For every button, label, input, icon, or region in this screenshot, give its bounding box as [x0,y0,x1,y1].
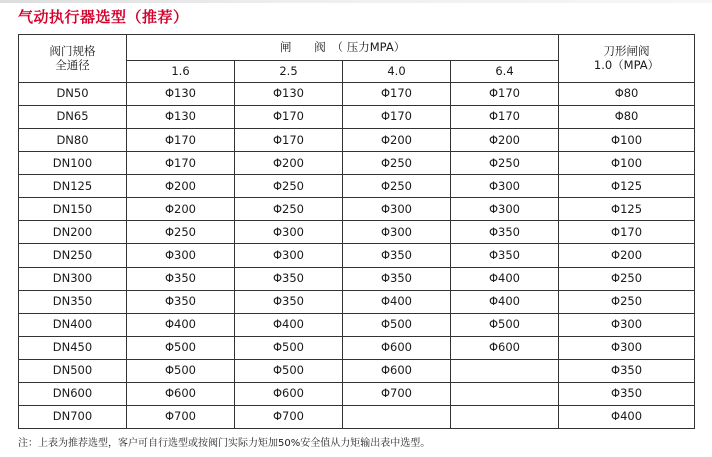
cell-gate-1-6: Φ350 [127,290,235,313]
cell-knife-1-0: Φ80 [559,83,695,106]
cell-gate-2-5: Φ170 [235,106,343,129]
cell-gate-1-6: Φ170 [127,129,235,152]
cell-valve-size: DN500 [19,359,127,382]
cell-gate-4-0: Φ600 [343,336,451,359]
table-row [19,267,695,290]
cell-knife-1-0: Φ125 [559,175,695,198]
cell-gate-6-4: Φ400 [451,290,559,313]
cell-valve-size: DN150 [19,198,127,221]
table-row [19,152,695,175]
actuator-selection-table [18,34,695,429]
cell-knife-1-0: Φ200 [559,244,695,267]
header-gate-valve-group: 闸 阀 （ 压力MPA） [127,35,559,61]
table-row [19,175,695,198]
cell-valve-size: DN50 [19,83,127,106]
cell-gate-4-0: Φ500 [343,313,451,336]
cell-gate-4-0: Φ300 [343,221,451,244]
top-decorative-strip [0,0,712,3]
cell-knife-1-0: Φ125 [559,198,695,221]
cell-gate-2-5: Φ130 [235,83,343,106]
cell-gate-6-4: Φ200 [451,129,559,152]
table-row [19,336,695,359]
cell-gate-2-5: Φ300 [235,221,343,244]
cell-gate-4-0: Φ170 [343,106,451,129]
cell-gate-1-6: Φ400 [127,313,235,336]
cell-knife-1-0: Φ300 [559,336,695,359]
cell-gate-6-4: Φ170 [451,83,559,106]
cell-gate-2-5: Φ250 [235,198,343,221]
cell-gate-4-0: Φ300 [343,198,451,221]
cell-gate-1-6: Φ300 [127,244,235,267]
cell-knife-1-0: Φ170 [559,221,695,244]
cell-gate-6-4: Φ170 [451,106,559,129]
cell-gate-2-5: Φ500 [235,336,343,359]
cell-gate-1-6: Φ250 [127,221,235,244]
cell-gate-2-5: Φ600 [235,382,343,405]
cell-gate-1-6: Φ200 [127,198,235,221]
cell-gate-6-4 [451,359,559,382]
cell-valve-size: DN450 [19,336,127,359]
table-row [19,382,695,405]
cell-knife-1-0: Φ300 [559,313,695,336]
cell-gate-1-6: Φ170 [127,152,235,175]
cell-gate-1-6: Φ500 [127,336,235,359]
cell-gate-2-5: Φ700 [235,405,343,428]
cell-gate-4-0: Φ250 [343,175,451,198]
header-pressure-4-0: 4.0 [343,61,451,83]
cell-gate-4-0: Φ350 [343,267,451,290]
header-knife-valve-line2: 1.0（MPA） [593,57,660,72]
cell-valve-size: DN400 [19,313,127,336]
cell-knife-1-0: Φ350 [559,359,695,382]
header-knife-gate-valve [559,35,695,83]
cell-gate-1-6: Φ700 [127,405,235,428]
header-pressure-2-5: 2.5 [235,61,343,83]
cell-gate-4-0: Φ700 [343,382,451,405]
table-row [19,221,695,244]
cell-gate-1-6: Φ200 [127,175,235,198]
header-valve-spec [19,35,127,83]
cell-gate-6-4: Φ400 [451,267,559,290]
cell-gate-2-5: Φ400 [235,313,343,336]
cell-gate-1-6: Φ130 [127,106,235,129]
cell-valve-size: DN300 [19,267,127,290]
cell-gate-1-6: Φ350 [127,267,235,290]
footnote: 注：上表为推荐选型，客户可自行选型或按阀门实际力矩加50%安全值从力矩输出表中选型。 [18,438,431,449]
cell-gate-6-4: Φ500 [451,313,559,336]
cell-valve-size: DN125 [19,175,127,198]
table-row [19,313,695,336]
cell-valve-size: DN100 [19,152,127,175]
cell-gate-4-0: Φ170 [343,83,451,106]
cell-knife-1-0: Φ250 [559,267,695,290]
cell-gate-4-0 [343,405,451,428]
cell-gate-1-6: Φ500 [127,359,235,382]
header-knife-valve-line1: 刀形闸阀 [603,44,650,59]
cell-gate-1-6: Φ600 [127,382,235,405]
header-pressure-1-6: 1.6 [127,61,235,83]
cell-valve-size: DN700 [19,405,127,428]
cell-gate-4-0: Φ200 [343,129,451,152]
cell-knife-1-0: Φ400 [559,405,695,428]
table-body [19,83,695,429]
cell-gate-4-0: Φ250 [343,152,451,175]
cell-knife-1-0: Φ100 [559,152,695,175]
cell-valve-size: DN65 [19,106,127,129]
cell-gate-6-4: Φ250 [451,152,559,175]
table-row [19,83,695,106]
table-row [19,290,695,313]
cell-gate-4-0: Φ400 [343,290,451,313]
cell-gate-6-4: Φ350 [451,221,559,244]
cell-gate-2-5: Φ350 [235,267,343,290]
cell-gate-6-4 [451,382,559,405]
cell-gate-2-5: Φ500 [235,359,343,382]
cell-gate-6-4: Φ350 [451,244,559,267]
cell-gate-2-5: Φ350 [235,290,343,313]
header-valve-spec-line1: 阀门规格 [49,44,96,59]
page-title: 气动执行器选型（推荐） [18,8,189,26]
cell-valve-size: DN80 [19,129,127,152]
cell-gate-6-4: Φ300 [451,198,559,221]
cell-knife-1-0: Φ80 [559,106,695,129]
table-row [19,106,695,129]
table-row [19,244,695,267]
cell-gate-2-5: Φ170 [235,129,343,152]
cell-knife-1-0: Φ250 [559,290,695,313]
cell-knife-1-0: Φ100 [559,129,695,152]
cell-gate-2-5: Φ250 [235,175,343,198]
cell-gate-1-6: Φ130 [127,83,235,106]
cell-valve-size: DN200 [19,221,127,244]
cell-gate-6-4: Φ600 [451,336,559,359]
cell-valve-size: DN350 [19,290,127,313]
table-row [19,359,695,382]
cell-gate-2-5: Φ300 [235,244,343,267]
cell-gate-4-0: Φ350 [343,244,451,267]
cell-gate-4-0: Φ600 [343,359,451,382]
cell-gate-6-4: Φ300 [451,175,559,198]
cell-gate-2-5: Φ200 [235,152,343,175]
cell-valve-size: DN600 [19,382,127,405]
cell-knife-1-0: Φ350 [559,382,695,405]
cell-gate-6-4 [451,405,559,428]
header-valve-spec-line2: 全通径 [55,57,90,72]
cell-valve-size: DN250 [19,244,127,267]
table-row [19,405,695,428]
table-row [19,129,695,152]
header-pressure-6-4: 6.4 [451,61,559,83]
table-row [19,198,695,221]
